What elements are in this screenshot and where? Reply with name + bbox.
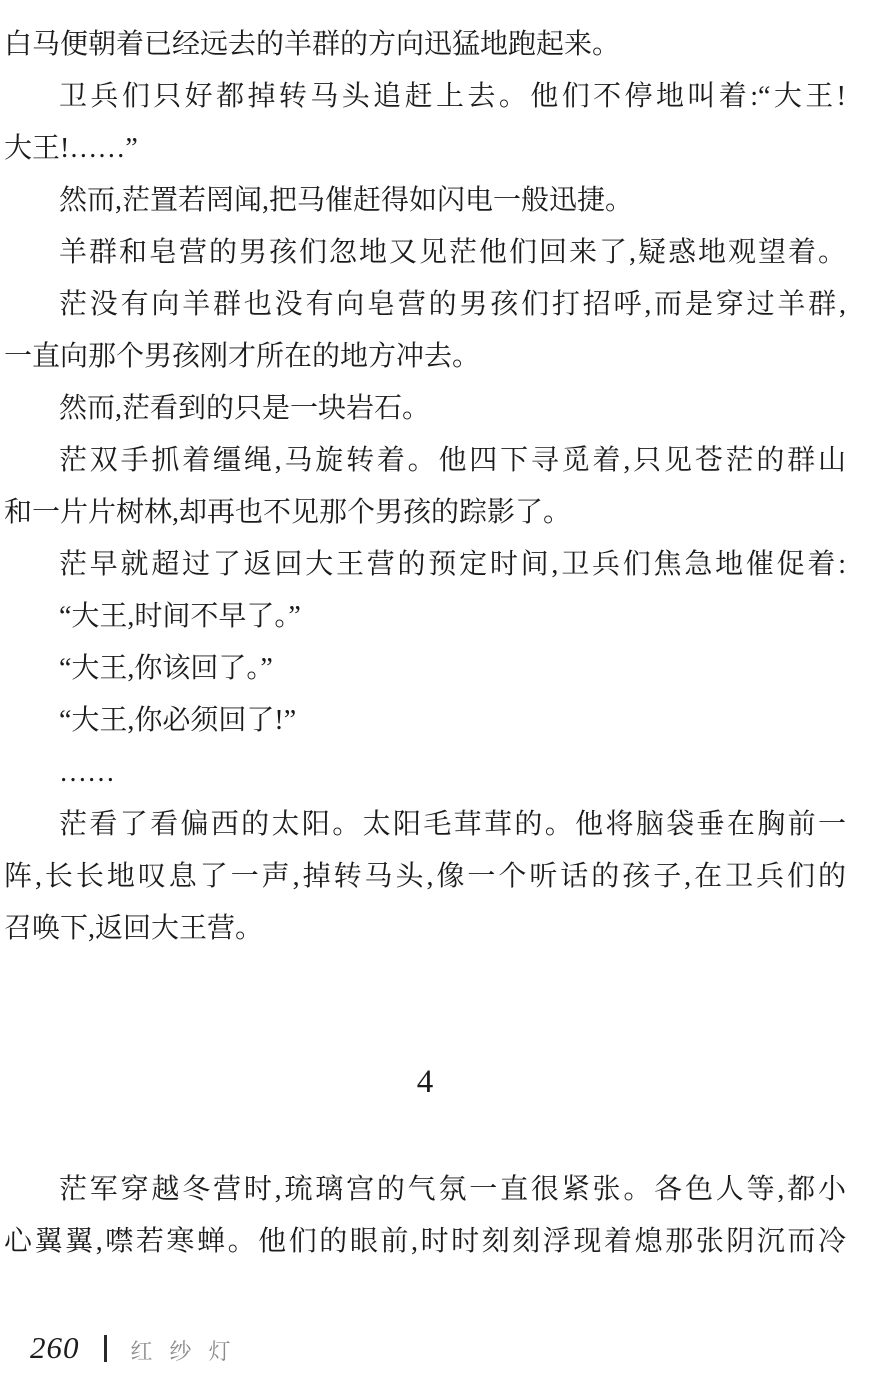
text-line: 茫看了看偏西的太阳。太阳毛茸茸的。他将脑袋垂在胸前一 [59, 809, 846, 840]
page-footer [30, 1326, 248, 1370]
text-line: 茫早就超过了返回大王营的预定时间,卫兵们焦急地催促着: [59, 549, 846, 580]
text-line: 阵,长长地叹息了一声,掉转马头,像一个听话的孩子,在卫兵们的 [4, 861, 846, 892]
paragraph-lines-before-heading [4, 19, 846, 955]
text-line: 卫兵们只好都掉转马头追赶上去。他们不停地叫着:“大王! [59, 81, 846, 112]
text-line: 茫军穿越冬营时,琉璃宫的气氛一直很紧张。各色人等,都小 [59, 1174, 846, 1205]
text-line: …… [59, 757, 115, 788]
text-line: 茫双手抓着缰绳,马旋转着。他四下寻觅着,只见苍茫的群山 [59, 445, 846, 476]
text-line: 大王!……” [4, 133, 138, 164]
section-heading: 4 [416, 1064, 434, 1100]
page-number: 260 [30, 1330, 80, 1365]
text-line: 和一片片树林,却再也不见那个男孩的踪影了。 [4, 497, 572, 528]
text-line: 白马便朝着已经远去的羊群的方向迅猛地跑起来。 [4, 29, 621, 60]
footer-divider [104, 1335, 107, 1362]
book-title: 红纱灯 [130, 1338, 248, 1364]
text-line: 心翼翼,噤若寒蝉。他们的眼前,时时刻刻浮现着熄那张阴沉而冷 [4, 1226, 846, 1257]
paragraph-lines-after-heading [4, 1164, 846, 1268]
text-line: “大王,时间不早了。” [59, 601, 301, 632]
text-line: 羊群和皂营的男孩们忽地又见茫他们回来了,疑惑地观望着。 [59, 237, 846, 268]
text-line: “大王,你必须回了!” [59, 705, 297, 736]
text-line: 然而,茫看到的只是一块岩石。 [59, 393, 431, 424]
text-line: 茫没有向羊群也没有向皂营的男孩们打招呼,而是穿过羊群, [59, 289, 846, 320]
text-line: 然而,茫置若罔闻,把马催赶得如闪电一般迅捷。 [59, 185, 634, 216]
text-line: “大王,你该回了。” [59, 653, 273, 684]
text-line: 一直向那个男孩刚才所在的地方冲去。 [4, 341, 481, 372]
text-line: 召唤下,返回大王营。 [4, 913, 264, 944]
